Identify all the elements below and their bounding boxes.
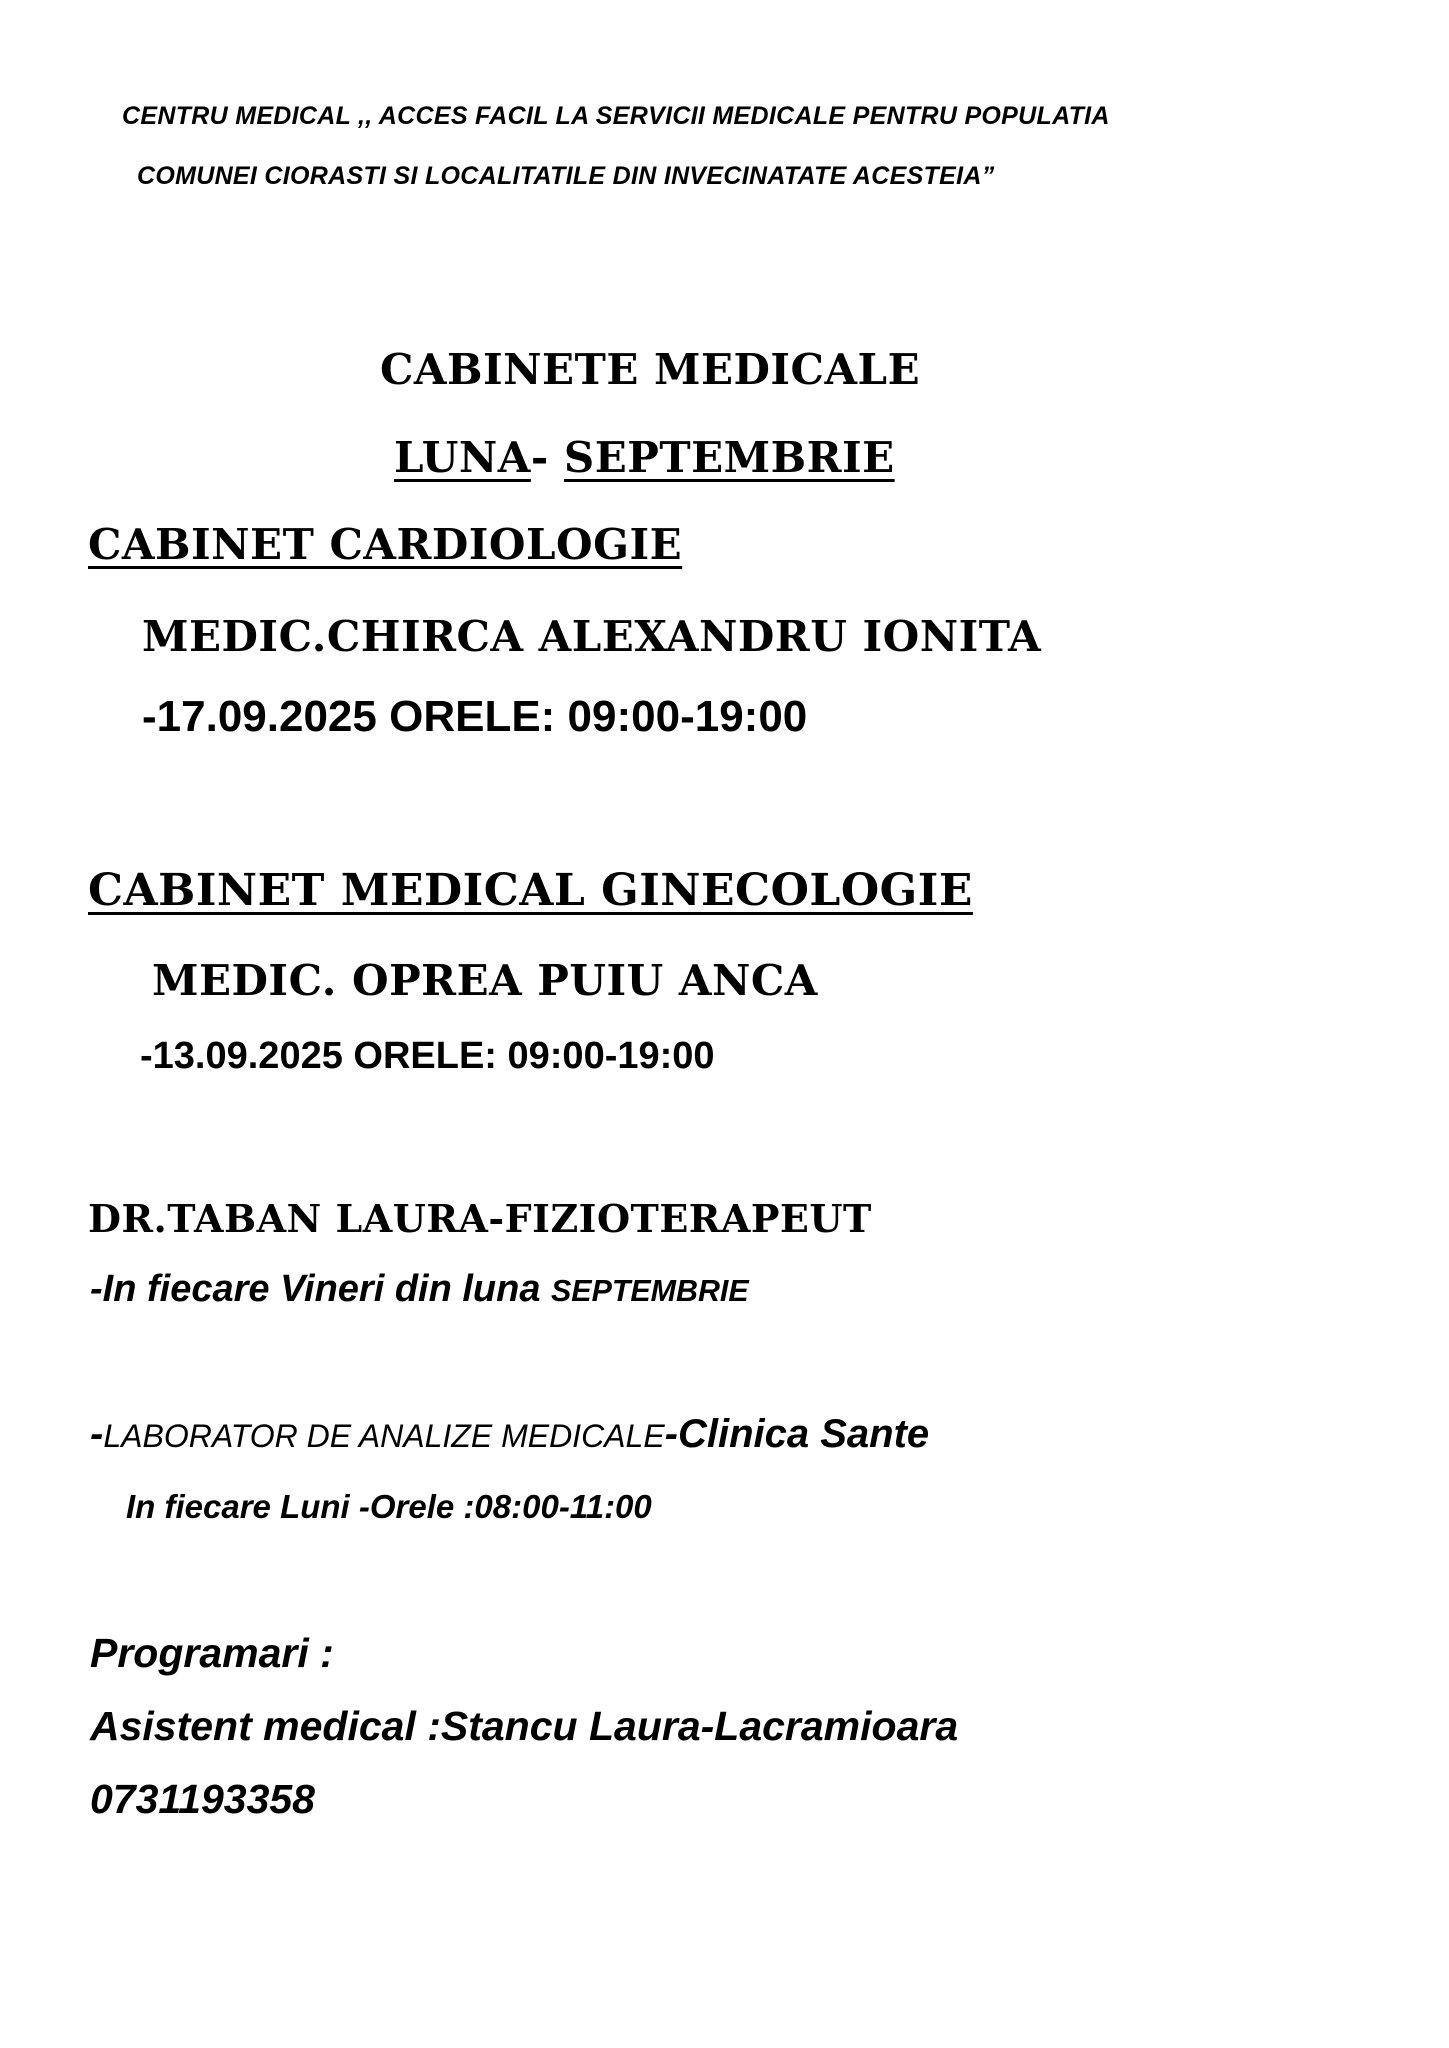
month-prefix: LUNA [394,433,531,482]
cardiology-heading: CABINET CARDIOLOGIE [88,520,683,569]
appointments-phone: 0731193358 [90,1776,315,1822]
physio-heading: DR.TABAN LAURA-FIZIOTERAPEUT [88,1196,872,1241]
gynecology-heading: CABINET MEDICAL GINECOLOGIE [88,865,973,916]
appointments-assistant: Asistent medical :Stancu Laura-Lacramioara [90,1703,959,1749]
gynecology-schedule: -13.09.2025 ORELE: 09:00-19:00 [140,1035,715,1077]
header-line-2: COMUNEI CIORASTI SI LOCALITATILE DIN INVECINATATE ACESTEIA” [137,162,995,190]
appointments-label: Programari : [90,1630,334,1676]
physio-schedule-month: SEPTEMBRIE [551,1274,749,1308]
laboratory-schedule: In fiecare Luni -Orele :08:00-11:00 [126,1488,652,1525]
physio-schedule [90,1268,749,1311]
month-name: SEPTEMBRIE [563,433,895,482]
gynecology-doctor: MEDIC. OPREA PUIU ANCA [152,956,818,1005]
page-title: CABINETE MEDICALE [380,345,921,394]
laboratory-dash: - [90,1412,104,1456]
month-line [394,433,895,482]
header-line-1: CENTRU MEDICAL ,, ACCES FACIL LA SERVICII MEDICALE PENTRU POPULATIA [122,102,1110,130]
month-separator: - [530,433,564,482]
laboratory-clinic: -Clinica Sante [664,1412,930,1456]
physio-schedule-prefix: -In fiecare Vineri din luna [90,1268,552,1310]
laboratory-label: LABORATOR DE ANALIZE MEDICALE [103,1418,665,1454]
cardiology-doctor: MEDIC.CHIRCA ALEXANDRU IONITA [142,612,1042,661]
laboratory-line [90,1412,929,1457]
cardiology-schedule: -17.09.2025 ORELE: 09:00-19:00 [142,692,808,741]
